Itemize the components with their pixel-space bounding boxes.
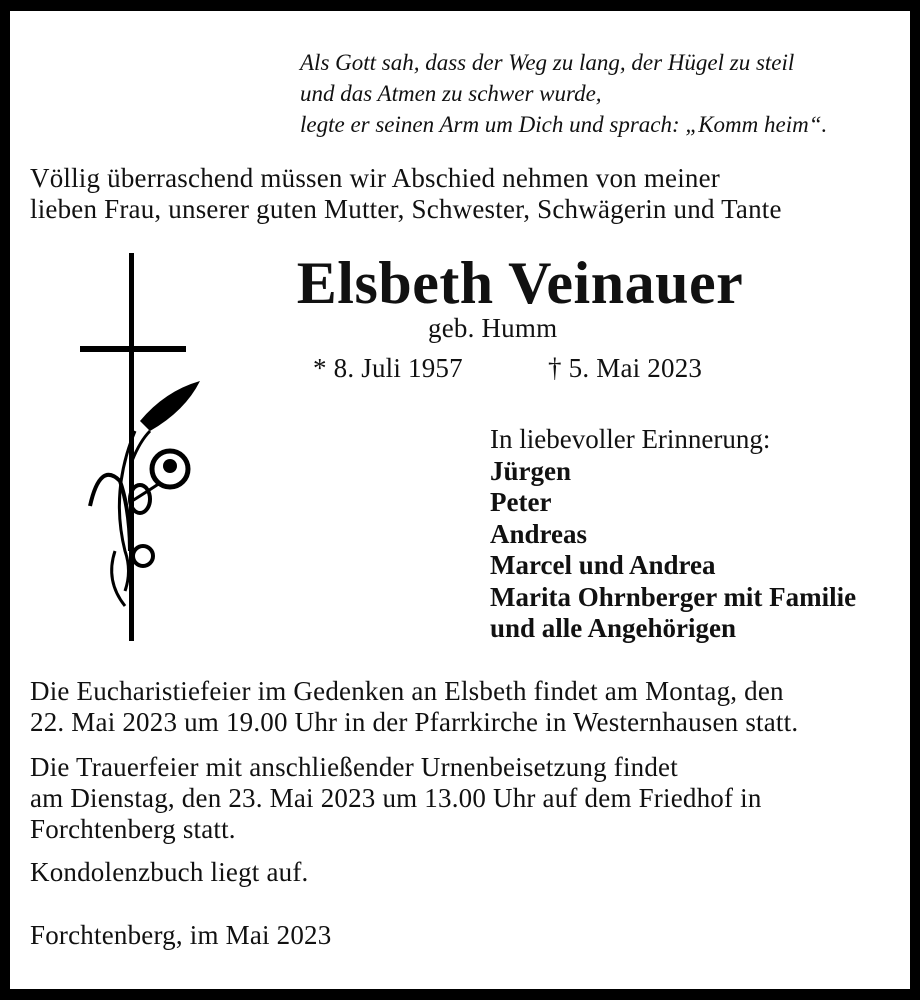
death-date: † 5. Mai 2023 — [548, 353, 703, 383]
intro-text — [30, 163, 782, 225]
memorial-quote — [300, 47, 827, 140]
family-member: und alle Angehörigen — [490, 613, 737, 643]
mass-line: Die Eucharistiefeier im Gedenken an Elsbeth findet am Montag, den — [30, 676, 784, 706]
quote-line: und das Atmen zu schwer wurde, — [300, 81, 602, 106]
mass-line: 22. Mai 2023 um 19.00 Uhr in der Pfarrkirche in Westernhausen statt. — [30, 707, 799, 737]
quote-line: Als Gott sah, dass der Weg zu lang, der Hügel zu steil — [300, 50, 795, 75]
family-member: Marcel und Andrea — [490, 550, 716, 580]
family-member: Jürgen — [490, 455, 571, 486]
family-list — [490, 424, 856, 645]
quote-line: legte er seinen Arm um Dich und sprach: „Komm heim“. — [300, 112, 828, 137]
obituary-notice — [10, 11, 910, 989]
intro-line: Völlig überraschend müssen wir Abschied nehmen von meiner — [30, 163, 720, 193]
condolence-note: Kondolenzbuch liegt auf. — [30, 857, 309, 887]
deceased-name: Elsbeth Veinauer — [296, 250, 744, 316]
family-member: Andreas — [490, 518, 588, 549]
family-heading: In liebevoller Erinnerung: — [490, 424, 771, 454]
place-date: Forchtenberg, im Mai 2023 — [30, 920, 332, 950]
family-member: Peter — [490, 487, 552, 517]
birth-date: * 8. Juli 1957 — [313, 353, 463, 383]
funeral-line: Die Trauerfeier mit anschließender Urnenbeisetzung findet — [30, 752, 678, 782]
funeral-line: am Dienstag, den 23. Mai 2023 um 13.00 Uhr auf dem Friedhof in — [30, 783, 762, 813]
funeral-line: Forchtenberg statt. — [30, 814, 236, 844]
mass-info — [30, 676, 798, 738]
family-member: Marita Ohrnberger mit Familie — [490, 581, 857, 612]
maiden-name: geb. Humm — [428, 313, 558, 343]
funeral-info — [30, 752, 762, 845]
intro-line: lieben Frau, unserer guten Mutter, Schwester, Schwägerin und Tante — [30, 194, 782, 224]
